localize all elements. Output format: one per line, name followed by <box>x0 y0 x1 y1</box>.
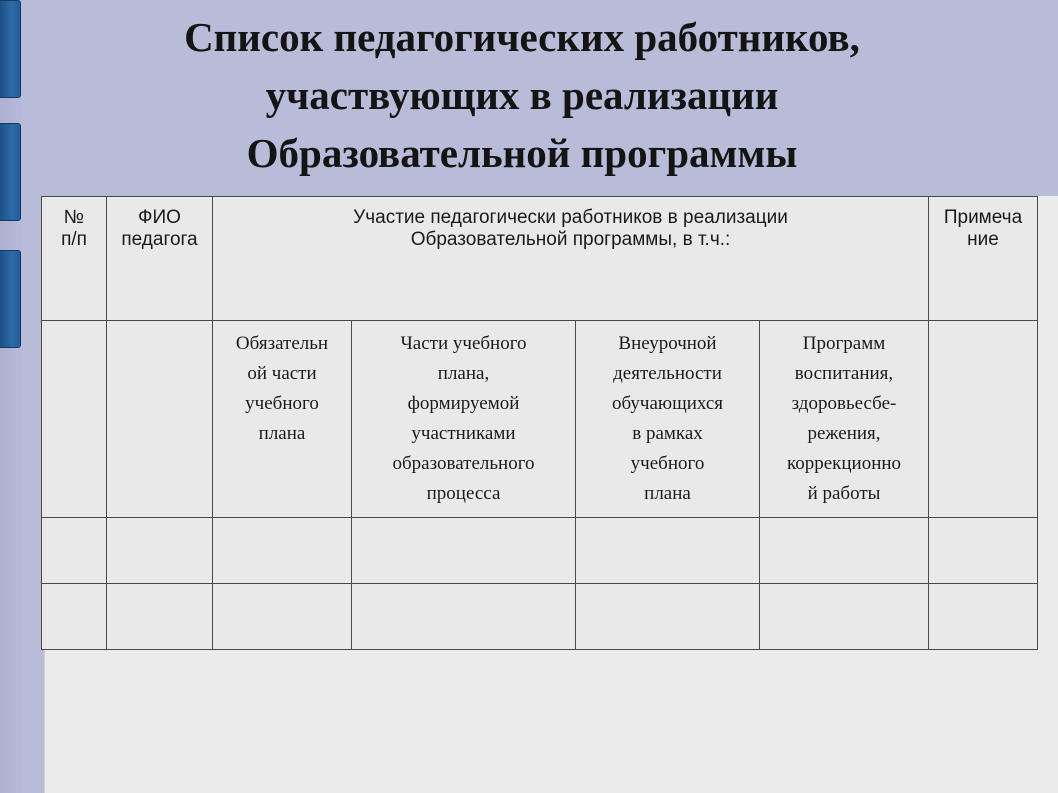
table-cell <box>107 321 213 518</box>
table-cell[interactable] <box>107 518 213 584</box>
subheader-mandatory-cell <box>213 321 352 518</box>
table-row <box>42 584 1038 650</box>
table-cell[interactable] <box>352 584 576 650</box>
header-note: Примеча ние <box>943 207 1023 250</box>
subheader-extracurricular-cell <box>576 321 760 518</box>
header-num: № п/п <box>61 207 87 250</box>
header-fio: ФИО педагога <box>121 207 198 250</box>
table-cell[interactable] <box>929 518 1038 584</box>
table-subheader-row <box>42 321 1038 518</box>
subheader-mandatory: Обязательн ой части учебного плана <box>235 333 329 444</box>
table-cell[interactable] <box>760 518 929 584</box>
table-cell[interactable] <box>107 584 213 650</box>
header-fio-cell <box>107 197 213 321</box>
decor-tab <box>0 0 21 98</box>
table-cell[interactable] <box>929 584 1038 650</box>
decor-tab <box>0 123 21 221</box>
table-cell[interactable] <box>213 518 352 584</box>
table-cell[interactable] <box>42 584 107 650</box>
subheader-programs-cell <box>760 321 929 518</box>
table-header-row <box>42 197 1038 321</box>
header-participation: Участие педагогически работников в реализации Образовательной программы, в т.ч.: <box>353 207 788 250</box>
staff-table <box>41 196 1038 650</box>
table-cell <box>929 321 1038 518</box>
table-cell[interactable] <box>42 518 107 584</box>
table-cell <box>42 321 107 518</box>
slide-title: Список педагогических работников, участвующих в реализации Образовательной программы <box>184 14 860 176</box>
decor-tab <box>0 250 21 348</box>
header-num-cell <box>42 197 107 321</box>
subheader-curriculum-part: Части учебного плана, формируемой участниками образовательного процесса <box>392 333 535 504</box>
table-cell[interactable] <box>576 584 760 650</box>
table-cell[interactable] <box>576 518 760 584</box>
table-row <box>42 518 1038 584</box>
table-cell[interactable] <box>352 518 576 584</box>
header-participation-cell <box>213 197 929 321</box>
left-decor-strip <box>0 0 22 793</box>
subheader-extracurricular: Внеурочной деятельности обучающихся в рамках учебного плана <box>611 333 724 504</box>
subheader-curriculum-part-cell <box>352 321 576 518</box>
table-cell[interactable] <box>213 584 352 650</box>
subheader-programs: Программ воспитания, здоровьесбе- режения, коррекционно й работы <box>786 333 902 504</box>
table-cell[interactable] <box>760 584 929 650</box>
header-note-cell <box>929 197 1038 321</box>
